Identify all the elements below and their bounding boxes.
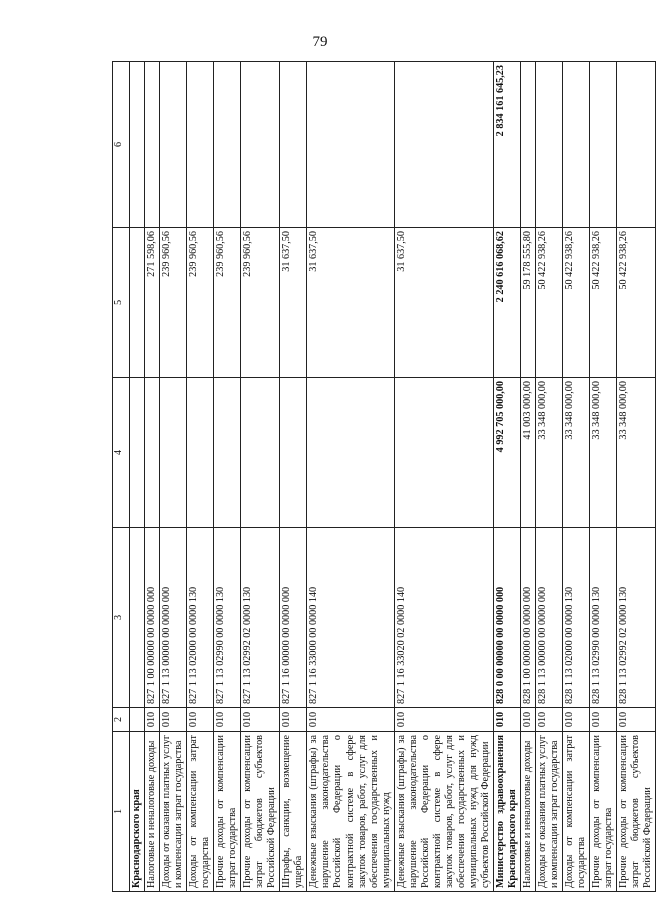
cell-col-5: 31 637,50 — [280, 228, 307, 378]
table-row — [160, 62, 187, 892]
cell-col-4 — [187, 378, 214, 528]
cell-col-5: 239 960,56 — [160, 228, 187, 378]
cell-col-6 — [214, 62, 241, 228]
cell-col-5: 271 598,06 — [145, 228, 160, 378]
cell-col-6 — [145, 62, 160, 228]
cell-budget-code: 828 1 13 02990 00 0000 130 — [590, 528, 617, 708]
cell-col-6 — [160, 62, 187, 228]
cell-col-4 — [145, 378, 160, 528]
cell-budget-code: 828 1 13 00000 00 0000 000 — [535, 528, 562, 708]
table-row — [590, 62, 617, 892]
cell-col-5: 59 178 555,80 — [520, 228, 535, 378]
cell-name: Штрафы, санкции, возмещение ущерба — [280, 732, 307, 892]
cell-budget-code: 828 1 13 02992 02 0000 130 — [617, 528, 656, 708]
cell-budget-code: 827 1 13 02992 02 0000 130 — [241, 528, 280, 708]
cell-col-6 — [307, 62, 394, 228]
cell-col-4 — [214, 378, 241, 528]
revenue-table — [112, 61, 656, 892]
cell-col-6 — [563, 62, 590, 228]
table-row — [563, 62, 590, 892]
cell-budget-code: 827 1 16 33020 02 0000 140 — [394, 528, 493, 708]
rotated-table-area — [112, 62, 654, 892]
cell-code-line: 010 — [280, 708, 307, 732]
cell-name: Прочие доходы от компенсации затрат государства — [214, 732, 241, 892]
table-row — [241, 62, 280, 892]
cell-code-line: 010 — [590, 708, 617, 732]
cell-col-6 — [617, 62, 656, 228]
cell-col-5: 239 960,56 — [214, 228, 241, 378]
table-row — [617, 62, 656, 892]
cell-col-6 — [394, 62, 493, 228]
cell-code-line: 010 — [241, 708, 280, 732]
table-row — [493, 62, 520, 892]
cell-budget-code: 827 1 16 00000 00 0000 000 — [280, 528, 307, 708]
table-row — [535, 62, 562, 892]
header-col-2: 2 — [113, 708, 130, 732]
table-row — [394, 62, 493, 892]
cell-code-line: 010 — [535, 708, 562, 732]
cell-name: Прочие доходы от компенсации затрат бюджетов субъектов Российской Федерации — [241, 732, 280, 892]
cell-name: Налоговые и неналоговые доходы — [145, 732, 160, 892]
cell-code-line: 010 — [160, 708, 187, 732]
cell-budget-code: 828 1 13 02000 00 0000 130 — [563, 528, 590, 708]
header-col-1: 1 — [113, 732, 130, 892]
cell-col-4: 33 348 000,00 — [617, 378, 656, 528]
table-row — [145, 62, 160, 892]
cell-code-line: 010 — [563, 708, 590, 732]
table-row — [214, 62, 241, 892]
cell-col-6 — [280, 62, 307, 228]
cell-budget-code: 827 1 13 02000 00 0000 130 — [187, 528, 214, 708]
rotated-table-wrapper — [112, 62, 654, 892]
cell-name: Краснодарского края — [130, 732, 145, 892]
table-row — [130, 62, 145, 892]
cell-col-5: 50 422 938,26 — [535, 228, 562, 378]
cell-name: Министерство здравоохранения Краснодарского края — [493, 732, 520, 892]
table-row — [520, 62, 535, 892]
table-row — [307, 62, 394, 892]
cell-col-5: 50 422 938,26 — [590, 228, 617, 378]
table-row — [280, 62, 307, 892]
header-col-5: 5 — [113, 228, 130, 378]
cell-col-4 — [241, 378, 280, 528]
cell-col-6 — [130, 62, 145, 228]
cell-name: Доходы от компенсации затрат государства — [187, 732, 214, 892]
cell-col-5: 31 637,50 — [394, 228, 493, 378]
cell-name: Прочие доходы от компенсации затрат бюджетов субъектов Российской Федерации — [617, 732, 656, 892]
cell-col-5: 239 960,56 — [241, 228, 280, 378]
cell-budget-code: 827 1 00 00000 00 0000 000 — [145, 528, 160, 708]
cell-col-6: 2 834 161 645,23 — [493, 62, 520, 228]
cell-budget-code — [130, 528, 145, 708]
cell-code-line: 010 — [214, 708, 241, 732]
cell-name: Доходы от оказания платных услуг и компенсации затрат государства — [160, 732, 187, 892]
cell-code-line: 010 — [145, 708, 160, 732]
cell-col-6 — [241, 62, 280, 228]
cell-col-4 — [130, 378, 145, 528]
cell-code-line: 010 — [617, 708, 656, 732]
cell-col-5: 2 240 616 068,62 — [493, 228, 520, 378]
cell-col-6 — [520, 62, 535, 228]
cell-name: Доходы от оказания платных услуг и компенсации затрат государства — [535, 732, 562, 892]
cell-col-4 — [160, 378, 187, 528]
cell-col-4: 33 348 000,00 — [563, 378, 590, 528]
cell-col-5: 239 960,56 — [187, 228, 214, 378]
header-col-4: 4 — [113, 378, 130, 528]
cell-col-4: 33 348 000,00 — [590, 378, 617, 528]
cell-col-4: 4 992 705 000,00 — [493, 378, 520, 528]
cell-col-4 — [394, 378, 493, 528]
cell-name: Налоговые и неналоговые доходы — [520, 732, 535, 892]
cell-col-6 — [590, 62, 617, 228]
cell-col-4 — [280, 378, 307, 528]
cell-budget-code: 827 1 13 02990 00 0000 130 — [214, 528, 241, 708]
cell-col-6 — [535, 62, 562, 228]
cell-col-6 — [187, 62, 214, 228]
cell-name: Денежные взыскания (штрафы) за нарушение законодательства Российской Федерации о контрактной системе в сфере закупок товаров, работ, услуг для обеспечения государственных и муниципальных нужд для нужд субъектов Российской Федерации — [394, 732, 493, 892]
cell-col-5: 31 637,50 — [307, 228, 394, 378]
header-col-3: 3 — [113, 528, 130, 708]
table-row — [187, 62, 214, 892]
cell-code-line: 010 — [187, 708, 214, 732]
cell-code-line: 010 — [394, 708, 493, 732]
cell-code-line — [130, 708, 145, 732]
table-header-row — [113, 62, 130, 892]
page-number: 79 — [312, 34, 328, 50]
cell-name: Прочие доходы от компенсации затрат государства — [590, 732, 617, 892]
cell-col-4: 41 003 000,00 — [520, 378, 535, 528]
header-col-6: 6 — [113, 62, 130, 228]
cell-col-4: 33 348 000,00 — [535, 378, 562, 528]
cell-col-5 — [130, 228, 145, 378]
cell-col-5: 50 422 938,26 — [563, 228, 590, 378]
cell-col-5: 50 422 938,26 — [617, 228, 656, 378]
cell-code-line: 010 — [493, 708, 520, 732]
cell-col-4 — [307, 378, 394, 528]
cell-code-line: 010 — [520, 708, 535, 732]
cell-budget-code: 827 1 16 33000 00 0000 140 — [307, 528, 394, 708]
cell-budget-code: 828 1 00 00000 00 0000 000 — [520, 528, 535, 708]
cell-name: Доходы от компенсации затрат государства — [563, 732, 590, 892]
cell-budget-code: 828 0 00 00000 00 0000 000 — [493, 528, 520, 708]
cell-name: Денежные взыскания (штрафы) за нарушение законодательства Российской Федерации о контрактной системе в сфере закупок товаров, работ, услуг для обеспечения государственных и муниципальных нужд — [307, 732, 394, 892]
cell-code-line: 010 — [307, 708, 394, 732]
cell-budget-code: 827 1 13 00000 00 0000 000 — [160, 528, 187, 708]
